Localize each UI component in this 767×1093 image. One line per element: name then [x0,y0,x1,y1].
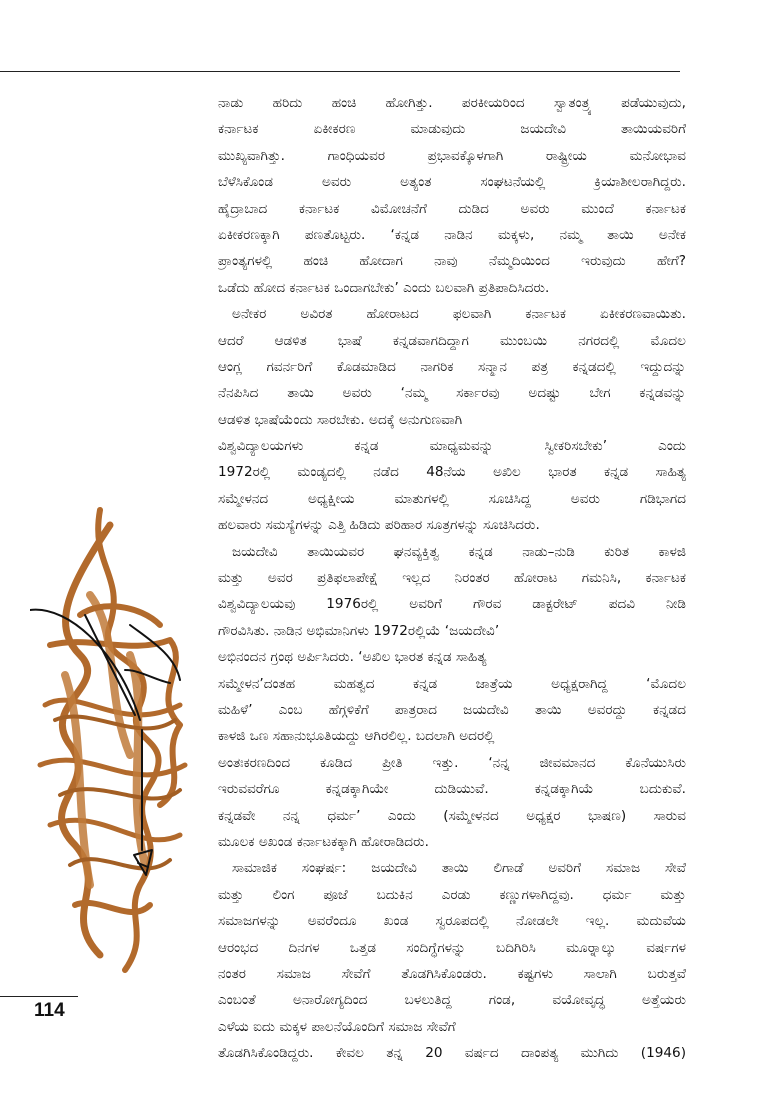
abstract-scribble-face-icon [30,505,195,975]
text-line: ತೊಡಗಿಸಿಕೊಂಡಿದ್ದರು. ಕೇವಲ ತನ್ನ 20 ವರ್ಷದ ದಾಂಪತ್ಯ ಮುಗಿದು (1946) [218,1045,686,1062]
text-line: ಆದರೆ ಆಡಳಿತ ಭಾಷೆ ಕನ್ನಡವಾಗದಿದ್ದಾಗ ಮುಂಬಯಿ ನಗರದಲ್ಲಿ ಮೊದಲ [218,332,686,349]
body-text [218,90,686,1066]
text-line: ಕರ್ನಾಟಕ ಏಕೀಕರಣ ಮಾಡುವುದು ಜಯದೇವಿ ತಾಯಿಯವರಿಗೆ [218,121,686,138]
text-line: ಸಮಾಜಗಳನ್ನು ಅವರೆಂದೂ ಖಂಡ ಸ್ವರೂಪದಲ್ಲಿ ನೋಡಲೇ ಇಲ್ಲ. ಮದುವೆಯ [218,913,686,930]
text-line: ಒಡೆದು ಹೋದ ಕರ್ನಾಟಕ ಒಂದಾಗಬೇಕು’ ಎಂದು ಬಲವಾಗಿ ಪ್ರತಿಪಾದಿಸಿದರು. [218,279,550,296]
text-line: ಎಂಬಂತೆ ಅನಾರೋಗ್ಯದಿಂದ ಬಳಲುತಿದ್ದ ಗಂಡ, ವಯೋವೃದ್ಧ ಅತ್ತೆಯರು [218,992,686,1009]
bottom-rule [0,996,78,997]
text-line: ನಂತರ ಸಮಾಜ ಸೇವೆಗೆ ತೊಡಗಿಸಿಕೊಂಡರು. ಕಷ್ಟಗಳು ಸಾಲಾಗಿ ಬರುತ್ತವೆ [218,965,686,982]
text-line: ಆಂಗ್ಲ ಗವರ್ನರಿಗೆ ಕೊಡಮಾಡಿದ ನಾಗರಿಕ ಸನ್ಮಾನ ಪತ್ರ ಕನ್ನಡದಲ್ಲಿ ಇದ್ದುದನ್ನು [218,358,686,375]
text-line: ವಿಶ್ವವಿದ್ಯಾಲಯಗಳು ಕನ್ನಡ ಮಾಧ್ಯಮವನ್ನು ಸ್ವೀಕರಿಸಬೇಕು’ ಎಂದು [218,438,686,455]
text-line: ಮತ್ತು ಲಿಂಗ ಪೂಜೆ ಬದುಕಿನ ಎರಡು ಕಣ್ಣುಗಳಾಗಿದ್ದವು. ಧರ್ಮ ಮತ್ತು [218,886,686,903]
text-line: ಕಾಳಜಿ ಒಣ ಸಹಾನುಭೂತಿಯದ್ದು ಆಗಿರಲಿಲ್ಲ. ಬದಲಾಗಿ ಅದರಲ್ಲಿ [218,728,495,745]
text-line: ಅನೇಕರ ಅವಿರತ ಹೋರಾಟದ ಫಲವಾಗಿ ಕರ್ನಾಟಕ ಏಕೀಕರಣವಾಯಿತು. [232,306,686,323]
text-line: ಪ್ರಾಂತ್ಯಗಳಲ್ಲಿ ಹಂಚಿ ಹೋದಾಗ ನಾವು ನೆಮ್ಮದಿಯಿಂದ ಇರುವುದು ಹೇಗೆ? [218,253,686,270]
text-line: ಏಕೀಕರಣಕ್ಕಾಗಿ ಪಣತೊಟ್ಟರು. ‘ಕನ್ನಡ ನಾಡಿನ ಮಕ್ಕಳು, ನಮ್ಮ ತಾಯಿ ಅನೇಕ [218,226,686,243]
text-line: ಮುಖ್ಯವಾಗಿತ್ತು. ಗಾಂಧಿಯವರ ಪ್ರಭಾವಕ್ಕೊಳಗಾಗಿ ರಾಷ್ಟ್ರೀಯ ಮನೋಭಾವ [218,147,686,164]
text-line: ಮೂಲಕ ಅಖಂಡ ಕರ್ನಾಟಕಕ್ಕಾಗಿ ಹೋರಾಡಿದರು. [218,833,429,850]
text-line: ಮತ್ತು ಅವರ ಪ್ರತಿಫಲಾಪೇಕ್ಷೆ ಇಲ್ಲದ ನಿರಂತರ ಹೋರಾಟ ಗಮನಿಸಿ, ಕರ್ನಾಟಕ [218,570,686,587]
text-line: ಸಮ್ಮೇಳನ’ದಂತಹ ಮಹತ್ವದ ಕನ್ನಡ ಜಾತ್ರೆಯ ಅಧ್ಯಕ್ಷರಾಗಿದ್ದ ‘ಮೊದಲ [218,675,686,692]
text-line: ಮಹಿಳೆ’ ಎಂಬ ಹೆಗ್ಗಳಿಕೆಗೆ ಪಾತ್ರರಾದ ಜಯದೇವಿ ತಾಯಿ ಅವರದ್ದು ಕನ್ನಡದ [218,701,686,718]
page-number: 114 [34,1000,65,1021]
text-line: ಸಾಮಾಜಿಕ ಸಂಘರ್ಷ: ಜಯದೇವಿ ತಾಯಿ ಲಿಗಾಡೆ ಅವರಿಗೆ ಸಮಾಜ ಸೇವೆ [232,860,686,877]
text-line: ಹೈದ್ರಾಬಾದ ಕರ್ನಾಟಕ ವಿಮೋಚನೆಗೆ ದುಡಿದ ಅವರು ಮುಂದೆ ಕರ್ನಾಟಕ [218,200,686,217]
text-line: ಹಲವಾರು ಸಮಸ್ಯೆಗಳನ್ನು ಎತ್ತಿ ಹಿಡಿದು ಪರಿಹಾರ ಸೂತ್ರಗಳನ್ನು ಸೂಚಿಸಿದರು. [218,517,540,534]
text-line: ನೆನಪಿಸಿದ ತಾಯಿ ಅವರು ‘ನಮ್ಮ ಸರ್ಕಾರವು ಅದಷ್ಟು ಬೇಗ ಕನ್ನಡವನ್ನು [218,385,686,402]
text-line: ಕನ್ನಡವೇ ನನ್ನ ಧರ್ಮ’ ಎಂದು (ಸಮ್ಮೇಳನದ ಅಧ್ಯಕ್ಷರ ಭಾಷಣ) ಸಾರುವ [218,807,686,824]
text-line: ಸಮ್ಮೇಳನದ ಅಧ್ಯಕ್ಷೀಯ ಮಾತುಗಳಲ್ಲಿ ಸೂಚಿಸಿದ್ದ ಅವರು ಗಡಿಭಾಗದ [218,490,686,507]
text-line: ವಿಶ್ವವಿದ್ಯಾಲಯವು 1976ರಲ್ಲಿ ಅವರಿಗೆ ಗೌರವ ಡಾಕ್ಟರೇಟ್ ಪದವಿ ನೀಡಿ [218,596,686,613]
text-line: ನಾಡು ಹರಿದು ಹಂಚಿ ಹೋಗಿತ್ತು. ಪರಕೀಯರಿಂದ ಸ್ವಾತಂತ್ರ್ಯ ಪಡೆಯುವುದು, [218,95,686,111]
text-line: ಆಡಳಿತ ಭಾಷೆಯೆಂದು ಸಾರಬೇಕು. ಅದಕ್ಕೆ ಅನುಗುಣವಾಗಿ [218,411,463,428]
text-line: ಇರುವವರೆಗೂ ಕನ್ನಡಕ್ಕಾಗಿಯೇ ದುಡಿಯುವೆ. ಕನ್ನಡಕ್ಕಾಗಿಯೆ ಬದುಕುವೆ. [218,781,686,798]
text-line: ಬೆಳೆಸಿಕೊಂಡ ಅವರು ಅತ್ಯಂತ ಸಂಘಟನೆಯಲ್ಲಿ ಕ್ರಿಯಾಶೀಲರಾಗಿದ್ದರು. [218,174,686,191]
text-line: ಜಯದೇವಿ ತಾಯಿಯವರ ಘನವ್ಯಕ್ತಿತ್ವ ಕನ್ನಡ ನಾಡು–ನುಡಿ ಕುರಿತ ಕಾಳಜಿ [232,543,686,560]
text-line: ಎಳೆಯ ಐದು ಮಕ್ಕಳ ಪಾಲನೆಯೊಂದಿಗೆ ಸಮಾಜ ಸೇವೆಗೆ [218,1018,456,1035]
text-line: ಗೌರವಿಸಿತು. ನಾಡಿನ ಅಭಿಮಾನಿಗಳು 1972ರಲ್ಲಿಯೆ ‘ಜಯದೇವಿ’ [218,622,500,639]
text-line: ಅಭಿನಂದನ ಗ್ರಂಥ ಅರ್ಪಿಸಿದರು. ‘ಅಖಿಲ ಭಾರತ ಕನ್ನಡ ಸಾಹಿತ್ಯ [218,649,487,666]
text-line: 1972ರಲ್ಲಿ ಮಂಡ್ಯದಲ್ಲಿ ನಡೆದ 48ನೆಯ ಅಖಿಲ ಭಾರತ ಕನ್ನಡ ಸಾಹಿತ್ಯ [218,464,686,481]
text-line: ಆರಂಭದ ದಿನಗಳ ಒತ್ತಡ ಸಂದಿಗ್ಧೆಗಳನ್ನು ಬದಿಗಿರಿಸಿ ಮೂರ್‍ನಾಲ್ಕು ವರ್ಷಗಳ [218,939,686,956]
top-rule [0,71,680,72]
text-line: ಅಂತಃಕರಣದಿಂದ ಕೂಡಿದ ಪ್ರೀತಿ ಇತ್ತು. ‘ನನ್ನ ಜೀವಮಾನದ ಕೊನೆಯುಸಿರು [218,754,686,771]
